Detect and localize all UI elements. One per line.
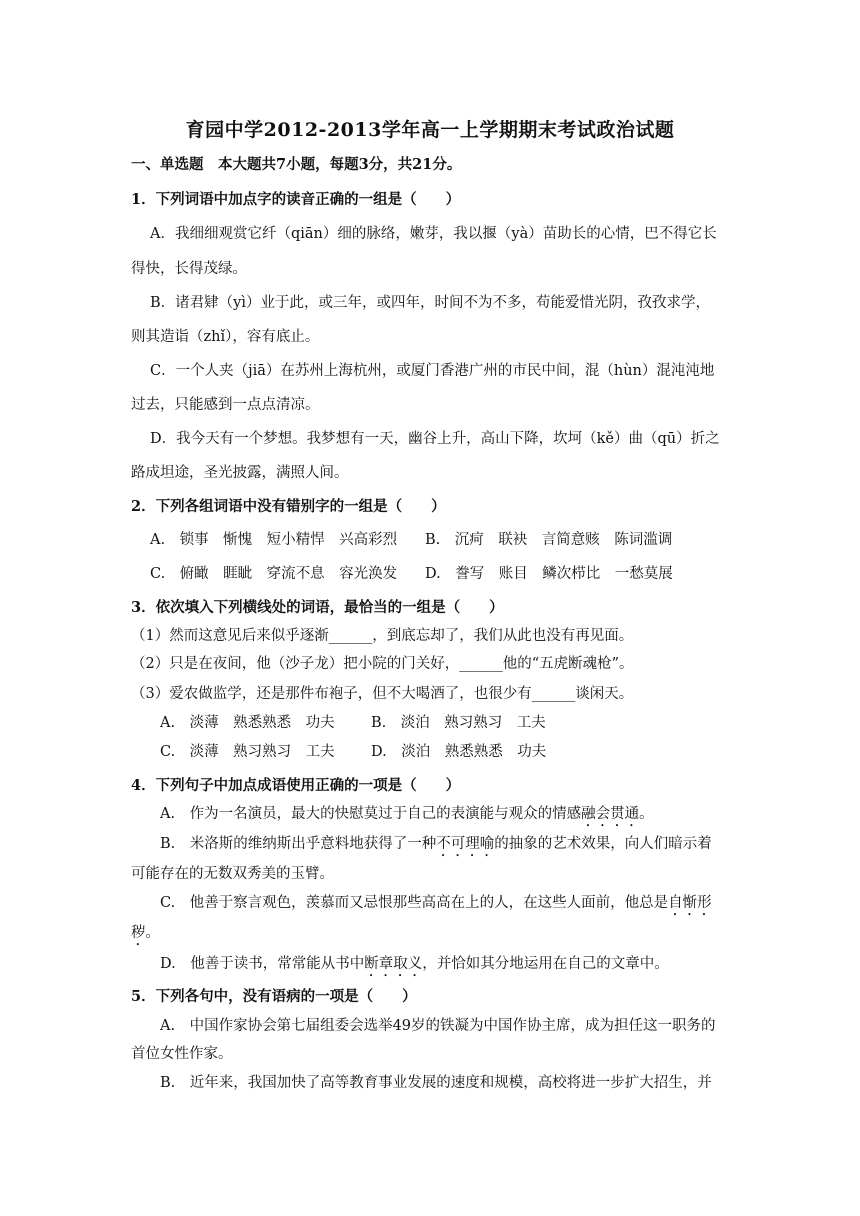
q1-option-c-line2: 过去，只能感到一点点清凉。 [131, 397, 320, 413]
q4-option-c-line2 [131, 923, 160, 949]
q3-option-a: A. 淡薄 熟悉熟悉 功夫 [160, 715, 335, 731]
page-title: 育园中学2012-2013学年高一上学期期末考试政治试题 [185, 119, 675, 141]
q4-option-c-line1 [160, 893, 712, 919]
q4-c-dotted-idiom: 自惭形 [668, 895, 712, 911]
q3-sentence-1: （1）然而这意见后来似乎逐渐______，到底忘却了，我们从此也没有再见面。 [131, 628, 634, 644]
q1-option-a-line2: 得快，长得茂绿。 [131, 261, 247, 277]
q4-a-dotted-idiom: 融会贯通 [581, 806, 640, 822]
q4-a-text: A. 作为一名演员，最大的快慰莫过于自己的表演能与观众的情感 [160, 806, 582, 822]
q1-option-c-line1: C．一个人夹（jiā）在苏州上海杭州，或厦门香港广州的市民中间，混（hùn）混沌沌地 [150, 363, 715, 379]
q1-option-a-line1: A．我细细观赏它纤（qiān）细的脉络，嫩芽，我以揠（yà）苗助长的心情，巴不得它长 [150, 226, 717, 242]
q1-option-d-line2: 路成坦途，圣光披露，满照人间。 [131, 465, 349, 481]
q1-option-d-line1: D．我今天有一个梦想。我梦想有一天，幽谷上升，高山下降，坎坷（kě）曲（qū）折之 [150, 431, 720, 447]
q4-c-punct: 。 [145, 925, 160, 941]
question-3-stem: 3．依次填入下列横线处的词语，最恰当的一组是（ ） [131, 599, 504, 616]
q5-option-a-line1: A. 中国作家协会第七届组委会选举49岁的铁凝为中国作协主席，成为担任这一职务的 [160, 1018, 716, 1034]
q4-option-b-line2: 可能存在的无数双秀美的玉臂。 [131, 866, 334, 882]
q3-sentence-2: （2）只是在夜间，他（沙子龙）把小院的门关好，______他的“五虎断魂枪”。 [131, 656, 634, 672]
q1-option-b-line1: B．诸君肄（yì）业于此，或三年，或四年，时间不为不多，苟能爱惜光阴，孜孜求学， [150, 295, 710, 311]
q4-option-d [160, 954, 669, 980]
q3-option-c: C. 淡薄 熟习熟习 工夫 [160, 744, 335, 760]
q4-b-text-tail: 的抽象的艺术效果，向人们暗示着 [494, 836, 712, 852]
q1-option-b-line2: 则其造诣（zhǐ），容有底止。 [131, 329, 320, 345]
q5-option-a-line2: 首位女性作家。 [131, 1046, 233, 1062]
q3-option-b: B. 淡泊 熟习熟习 工夫 [371, 715, 546, 731]
question-2-stem: 2．下列各组词语中没有错别字的一组是（ ） [131, 498, 446, 515]
q4-a-punct: 。 [639, 806, 654, 822]
q4-b-dotted-idiom: 不可理喻 [436, 836, 495, 852]
q4-option-b-line1 [160, 834, 712, 860]
question-4-stem: 4．下列句子中加点成语使用正确的一项是（ ） [131, 777, 461, 794]
question-1-stem: 1．下列词语中加点字的读音正确的一组是（ ） [131, 191, 461, 208]
q2-option-d: D. 誊写 账目 鳞次栉比 一愁莫展 [425, 566, 673, 582]
q4-d-text-tail: ，并恰如其分地运用在自己的文章中。 [422, 956, 669, 972]
q5-option-b-line1: B. 近年来，我国加快了高等教育事业发展的速度和规模，高校将进一步扩大招生，并 [160, 1075, 712, 1091]
q4-d-text: D. 他善于读书，常常能从书中 [160, 956, 365, 972]
q2-option-c: C. 俯瞰 睚眦 穿流不息 容光涣发 [150, 566, 398, 582]
q2-option-a: A. 锁事 惭愧 短小精悍 兴高彩烈 [150, 532, 398, 548]
q4-c-dotted-idiom-end: 秽 [131, 925, 146, 941]
q2-option-b: B. 沉疴 联袂 言简意赅 陈词滥调 [425, 532, 673, 548]
q4-c-text: C. 他善于察言观色，羡慕而又忌恨那些高高在上的人，在这些人面前，他总是 [160, 895, 669, 911]
q4-b-text: B. 米洛斯的维纳斯出乎意料地获得了一种 [160, 836, 437, 852]
section-heading: 一、单选题 本大题共7小题，每题3分，共21分。 [131, 156, 462, 173]
q4-d-dotted-idiom: 断章取义 [364, 956, 423, 972]
q3-option-d: D. 淡泊 熟悉熟悉 功夫 [371, 744, 547, 760]
question-5-stem: 5．下列各句中，没有语病的一项是（ ） [131, 988, 417, 1005]
q3-sentence-3: （3）爱农做监学，还是那件布袍子，但不大喝酒了，也很少有______谈闲天。 [131, 686, 634, 702]
q4-option-a [160, 804, 654, 830]
